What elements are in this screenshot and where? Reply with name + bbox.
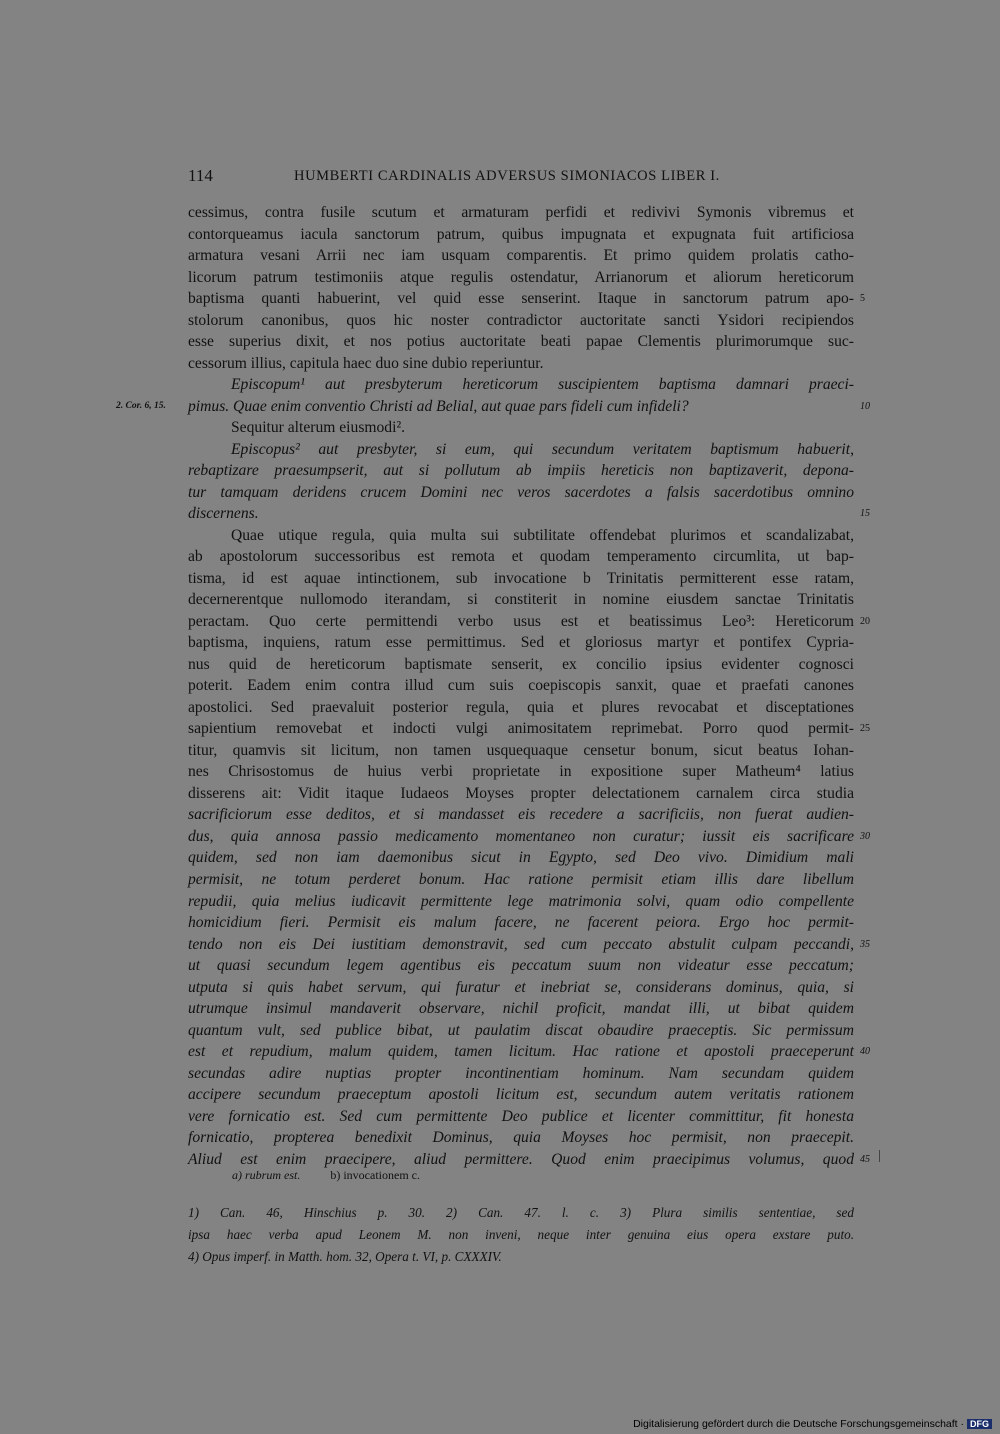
- running-title: HUMBERTI CARDINALIS ADVERSUS SIMONIACOS LIBER I.: [294, 168, 720, 184]
- line-number: 45: [860, 1153, 870, 1165]
- text-line: tur tamquam deridens crucem Domini nec veros sacerdotes a falsis sacerdotibus omnino: [188, 483, 854, 501]
- text-line: secundas adire nuptias propter incontinentiam hominum. Nam secundam quidem: [188, 1064, 854, 1082]
- variant-a: a) rubrum est.: [232, 1168, 301, 1182]
- text-line: cessorum illius, capitula haec duo sine dubio reperiuntur.: [188, 354, 544, 372]
- line-number: 25: [860, 723, 870, 735]
- line-number: 5: [860, 293, 865, 305]
- text-line: nes Chrisostomus de huius verbi proprietate in expositione super Matheum⁴ latius: [188, 763, 854, 781]
- footnote-line: ipsa haec verba apud Leonem M. non inveni, neque inter genuina eius opera exstare puto.: [188, 1227, 854, 1242]
- margin-rule: [879, 1150, 880, 1162]
- text-line: nus quid de hereticorum baptismate senserit, ex concilio ipsius evidenter cognosci: [188, 655, 854, 673]
- line-number: 15: [860, 508, 870, 520]
- text-line: vere fornicatio est. Sed cum permittente Deo publice et licenter committitur, fit honesta: [188, 1107, 854, 1125]
- line-number: 10: [860, 400, 870, 412]
- text-line: peractam. Quo certe permittendi verbo usus est et beatissimus Leo³: Hereticorum 20: [188, 611, 854, 633]
- text-line: stolorum canonibus, quos hic noster contradictor auctoritate sancti Ysidori recipiendos: [188, 311, 854, 329]
- text-line: quantum vult, sed publice bibat, ut paulatim discat obaudire praeceptis. Sic permissum: [188, 1021, 854, 1039]
- text-line: homicidium fieri. Permisit eis malum facere, ne facerent peiora. Ergo hoc permit-: [188, 914, 854, 932]
- text-line: poterit. Eadem enim contra illud cum suis coepiscopis sanxit, quae et praefati canones: [188, 677, 854, 695]
- text-line: est et repudium, malum quidem, tamen licitum. Hac ratione et apostoli praeceperunt 40: [188, 1041, 854, 1063]
- text-line: 2. Cor. 6, 15. pimus. Quae enim conventio Christi ad Belial, aut quae pars fideli cum infideli? 10: [188, 396, 854, 418]
- line-number: 30: [860, 830, 870, 842]
- text-line: apostolici. Sed praevaluit posterior regula, quia et plures revocabat et disceptationes: [188, 698, 854, 716]
- text-line: accipere secundum praeceptum apostoli licitum est, secundum autem veritatis rationem: [188, 1086, 854, 1104]
- text-line: tisma, id est aquae intinctionem, sub invocatione b Trinitatis permitterent esse ratam,: [188, 569, 854, 587]
- text-line: sapientium removebat et indocti vulgi animositatem reprimebat. Porro quod permit- 25: [188, 718, 854, 740]
- main-text: [116, 202, 870, 1170]
- text-line: contorqueamus iacula sanctorum patrum, quibus impugnata et expugnata fuit artificiosa: [188, 225, 854, 243]
- text-line: quidem, sed non iam daemonibus sicut in Egypto, sed Deo vivo. Dimidium mali: [188, 849, 854, 867]
- footnote-line: 1) Can. 46, Hinschius p. 30. 2) Can. 47. l. c. 3) Plura similis sententiae, sed: [188, 1205, 854, 1220]
- text-line: baptisma quanti habuerint, vel quid esse senserint. Itaque in sanctorum patrum apo- 5: [188, 288, 854, 310]
- line-number: 35: [860, 938, 870, 950]
- line-number: 20: [860, 615, 870, 627]
- text-line: repudii, quia melius iudicavit permittente lege matrimonia solvi, quam odio compellente: [188, 892, 854, 910]
- text-line: rebaptizare praesumpserit, aut si pollutum ab impiis hereticis non baptizaverit, depona-: [188, 462, 854, 480]
- variant-readings: [232, 1168, 420, 1183]
- text-line: armatura vesani Arrii nec iam usquam comparentis. Et primo quidem prolatis catho-: [188, 247, 854, 265]
- text-line: dus, quia annosa passio medicamento momentaneo non curatur; iussit eis sacrificare 30: [188, 826, 854, 848]
- text-line: ab apostolorum successoribus est remota et quodam temperamento circumlita, ut bap-: [188, 548, 854, 566]
- text-line: Episcopus² aut presbyter, si eum, qui secundum veritatem baptismum habuerit,: [231, 440, 854, 458]
- text-line: ut quasi secundum legem agentibus eis peccatum suum non videatur esse peccatum;: [188, 957, 854, 975]
- text-line: licorum patrum testimoniis atque regulis ostendatur, Arrianorum et aliorum hereticorum: [188, 268, 854, 286]
- text-line: utputa si quis habet servum, qui furatur et inebriat se, considerans dominus, quia, si: [188, 978, 854, 996]
- text-line: utrumque insimul mandaverit observare, nichil proficit, mandat illi, ut bibat quidem: [188, 1000, 854, 1018]
- text-line: decernerentque nullomodo iterandam, si constiterit in nomine eiusdem sanctae Trinitatis: [188, 591, 854, 609]
- text-line: baptisma, inquiens, ratum esse permittimus. Sed et gloriosus martyr et pontifex Cypria-: [188, 634, 854, 652]
- text-line: sacrificiorum esse deditos, et si mandasset eis recedere a sacrificiis, non fuerat audien-: [188, 806, 854, 824]
- text-line: fornicatio, propterea benedixit Dominus, quia Moyses hoc permisit, non praecepit.: [188, 1129, 854, 1147]
- text-line: permisit, ne totum perderet bonum. Hac ratione permisit etiam illis dare libellum: [188, 870, 854, 888]
- text-line: esse superius dixit, et nos potius auctoritate beati papae Clementis plurimorumque suc-: [188, 333, 854, 351]
- text-line: cessimus, contra fusile scutum et armaturam perfidi et redivivi Symonis vibremus et: [188, 204, 854, 221]
- digitization-credit: Digitalisierung gefördert durch die Deutsche Forschungsgemeinschaft · DFG: [633, 1418, 992, 1430]
- dfg-logo: DFG: [967, 1419, 992, 1429]
- text-line: Aliud est enim praecipere, aliud permittere. Quod enim praecipimus volumus, quod 45: [188, 1149, 854, 1171]
- text-line: tendo non eis Dei iustitiam demonstravit, sed cum peccato abstulit culpam peccandi, 35: [188, 934, 854, 956]
- text-line: discernens. 15: [188, 503, 854, 525]
- text-line: Sequitur alterum eiusmodi².: [231, 419, 406, 437]
- text-line: titur, quamvis sit licitum, non tamen usquequaque censetur bonum, sicut beatus Iohan-: [188, 741, 854, 759]
- page-number: 114: [188, 166, 213, 185]
- footnote-line: 4) Opus imperf. in Matth. hom. 32, Opera t. VI, p. CXXXIV.: [188, 1249, 502, 1264]
- margin-reference: 2. Cor. 6, 15.: [116, 400, 166, 411]
- text-line: Quae utique regula, quia multa sui subtilitate offendebat plurimos et scandalizabat,: [231, 526, 854, 544]
- variant-b: b) invocationem c.: [330, 1168, 420, 1182]
- text-line: disserens ait: Vidit itaque Iudaeos Moyses propter delectationem carnalem circa studia: [188, 784, 854, 802]
- line-number: 40: [860, 1046, 870, 1058]
- text-line: Episcopum¹ aut presbyterum hereticorum suscipientem baptisma damnari praeci-: [231, 376, 854, 394]
